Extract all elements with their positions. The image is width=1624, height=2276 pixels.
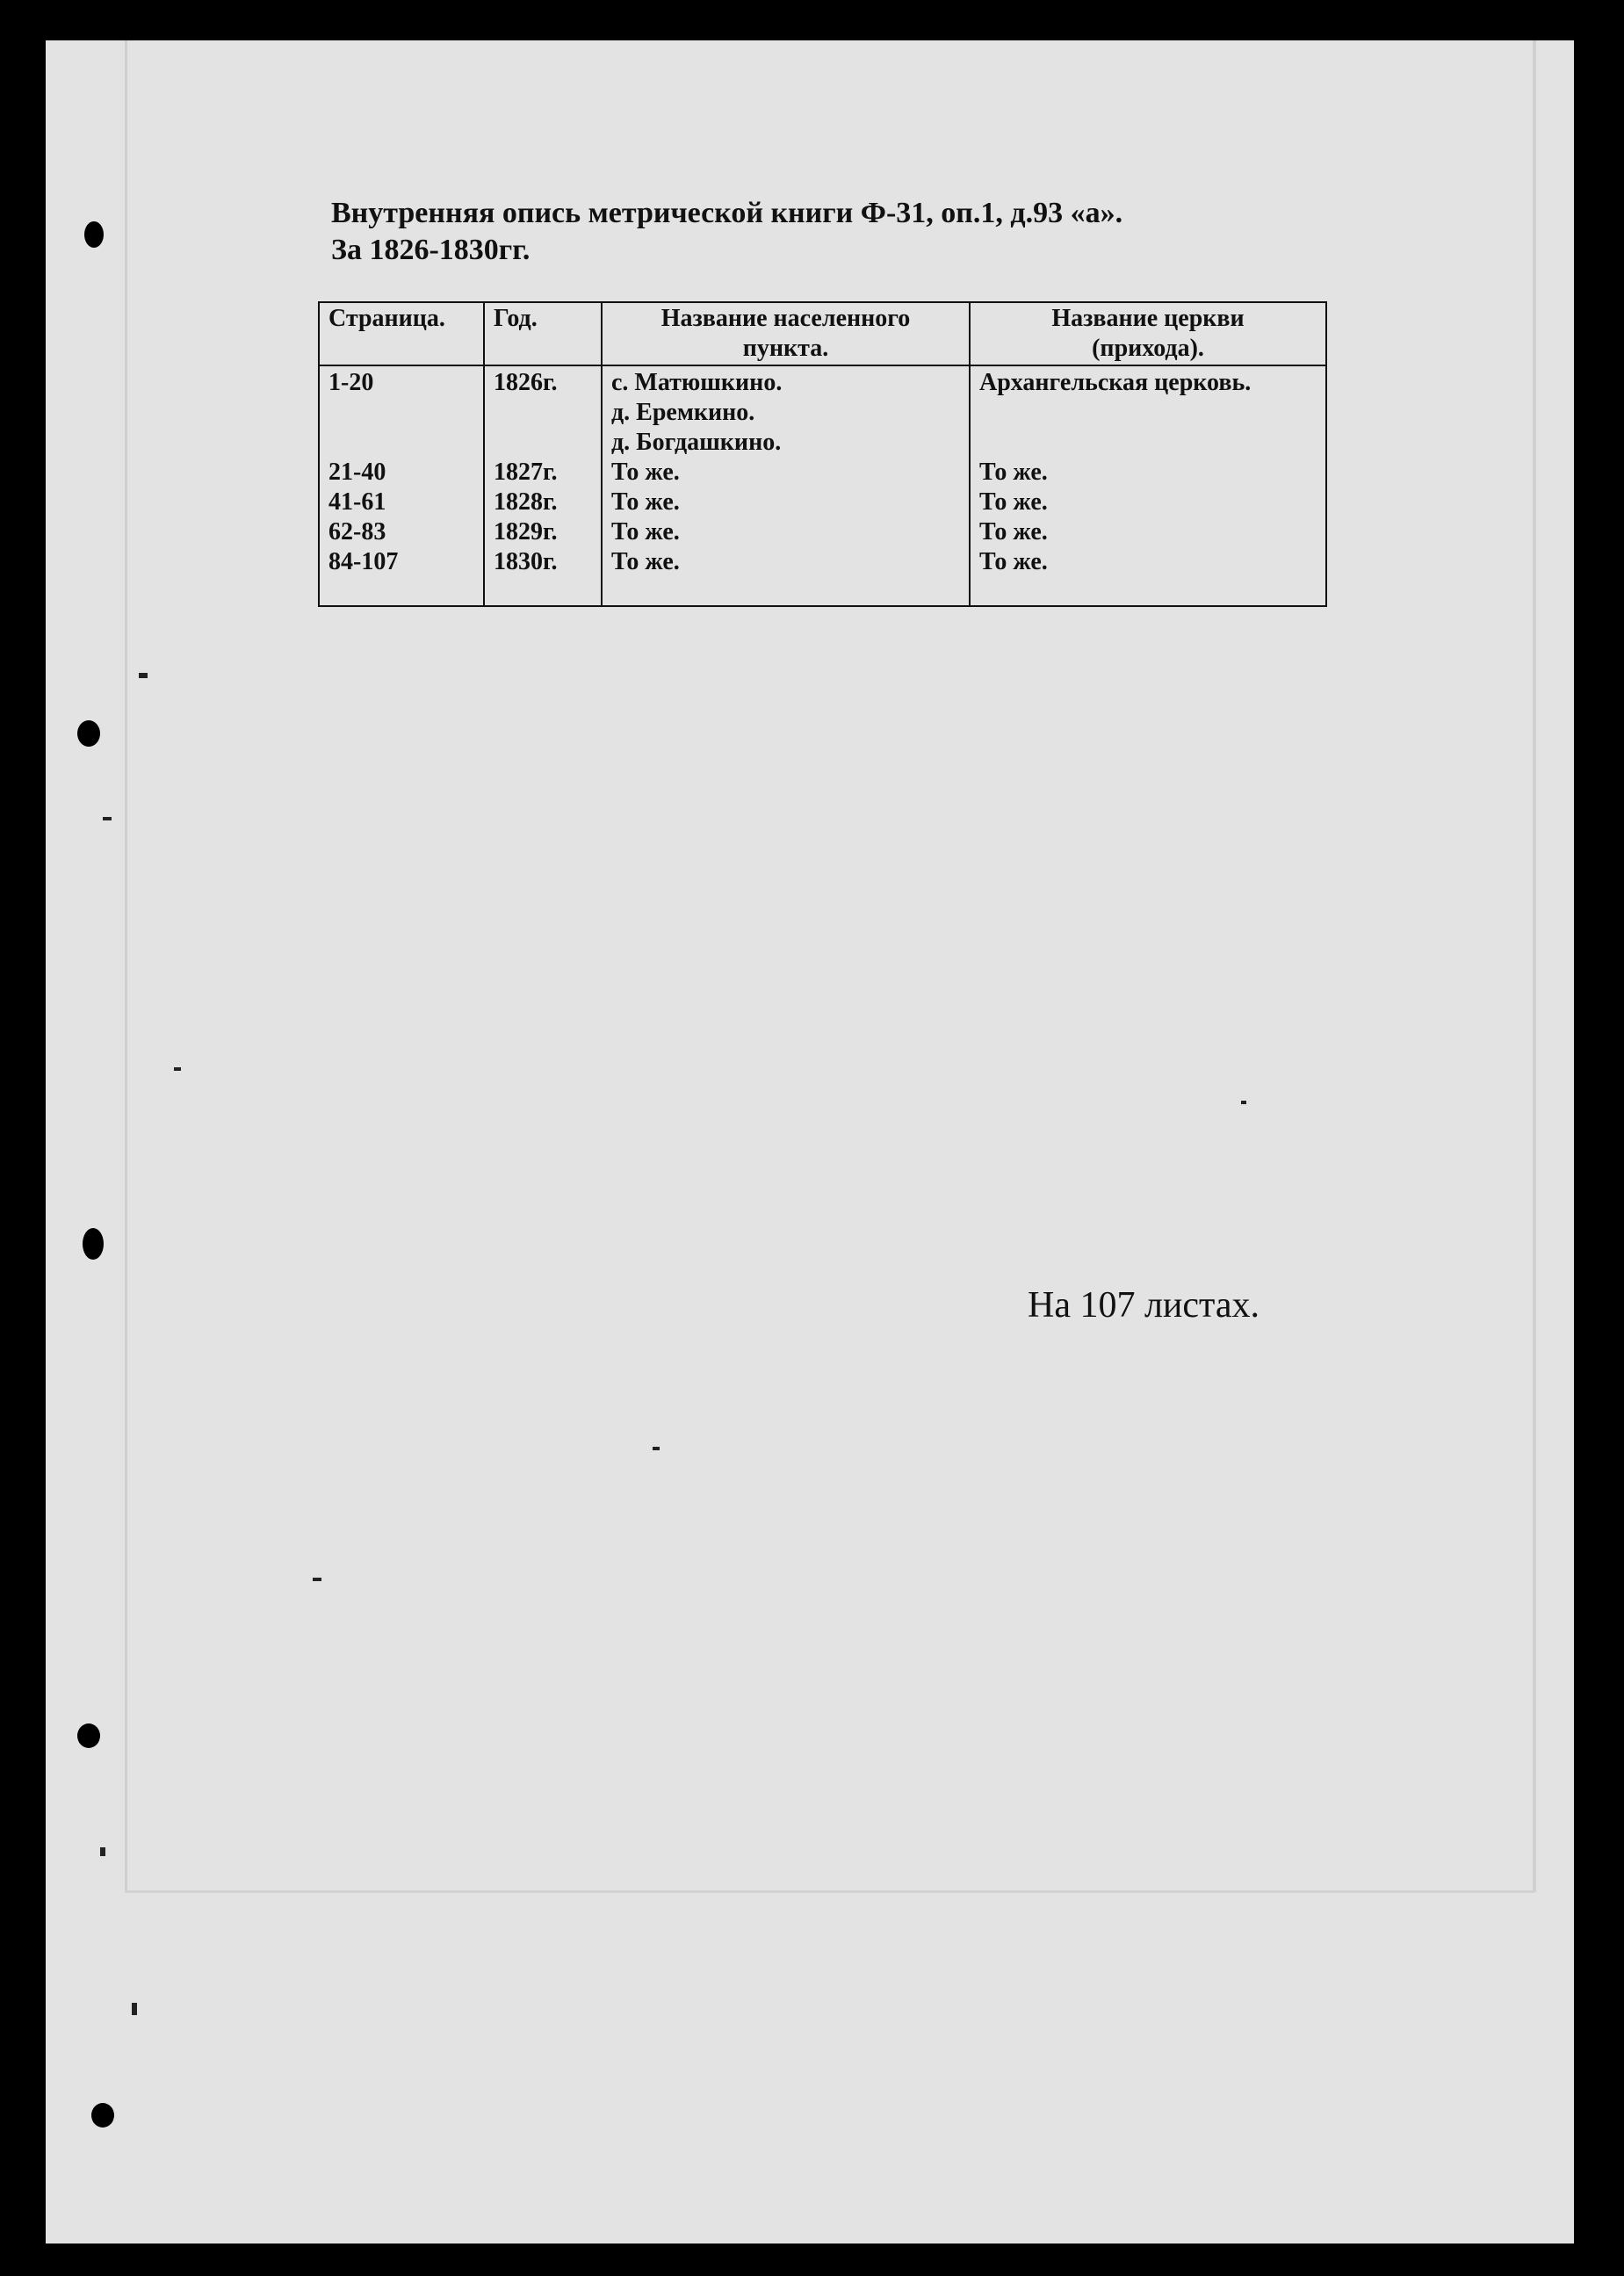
year-value: 1830г. bbox=[494, 548, 558, 575]
year-cell bbox=[484, 365, 602, 606]
binding-hole bbox=[77, 1723, 100, 1748]
binding-hole bbox=[77, 720, 100, 747]
title-line-1: Внутренняя опись метрической книги Ф-31, оп.1, д.93 «а». bbox=[331, 197, 1123, 229]
binding-hole bbox=[83, 1228, 104, 1260]
binding-hole bbox=[91, 2103, 114, 2128]
sheets-count-note: На 107 листах. bbox=[1028, 1285, 1260, 1326]
year-value: 1828г. bbox=[494, 488, 558, 516]
settlement-name: То же. bbox=[611, 488, 680, 516]
church-name: То же. bbox=[979, 518, 1048, 546]
sheet-edge-bottom bbox=[125, 1890, 1534, 1893]
title-line-2: За 1826-1830гг. bbox=[331, 234, 531, 266]
speck bbox=[313, 1578, 321, 1581]
speck bbox=[139, 673, 148, 678]
speck bbox=[100, 1847, 105, 1856]
speck bbox=[1241, 1101, 1246, 1104]
header-church: Название церкви (прихода). bbox=[970, 302, 1326, 365]
page-range: 21-40 bbox=[328, 459, 386, 486]
document-title bbox=[331, 195, 1122, 269]
speck bbox=[174, 1067, 181, 1071]
header-page: Страница. bbox=[319, 302, 484, 365]
year-value: 1827г. bbox=[494, 459, 558, 486]
page-range: 1-20 bbox=[328, 369, 374, 396]
church-name: То же. bbox=[979, 548, 1048, 575]
speck bbox=[653, 1447, 660, 1450]
table-row bbox=[319, 365, 1326, 606]
settlement-name: То же. bbox=[611, 459, 680, 486]
year-value: 1829г. bbox=[494, 518, 558, 546]
sheet-edge-right bbox=[1533, 40, 1536, 1892]
church-name: Архангельская церковь. bbox=[979, 369, 1252, 396]
sheet-edge-left bbox=[125, 40, 127, 1892]
church-name: То же. bbox=[979, 459, 1048, 486]
page-cell bbox=[319, 365, 484, 606]
settlement-name: То же. bbox=[611, 548, 680, 575]
settlement-name: с. Матюшкино. bbox=[611, 369, 783, 396]
settlement-name: д. Богдашкино. bbox=[611, 429, 782, 456]
table-header-row bbox=[319, 302, 1326, 365]
settlement-cell bbox=[602, 365, 970, 606]
settlement-name: То же. bbox=[611, 518, 680, 546]
page-range: 41-61 bbox=[328, 488, 386, 516]
settlement-name: д. Еремкино. bbox=[611, 399, 755, 426]
page-range: 84-107 bbox=[328, 548, 399, 575]
header-year: Год. bbox=[484, 302, 602, 365]
church-name: То же. bbox=[979, 488, 1048, 516]
church-cell bbox=[970, 365, 1326, 606]
year-value: 1826г. bbox=[494, 369, 558, 396]
header-settlement: Название населенного пункта. bbox=[602, 302, 970, 365]
inventory-table-wrap bbox=[318, 301, 1327, 607]
page-range: 62-83 bbox=[328, 518, 386, 546]
speck bbox=[132, 2003, 137, 2015]
binding-hole bbox=[84, 221, 104, 248]
speck bbox=[103, 817, 112, 820]
inventory-table bbox=[318, 301, 1327, 607]
